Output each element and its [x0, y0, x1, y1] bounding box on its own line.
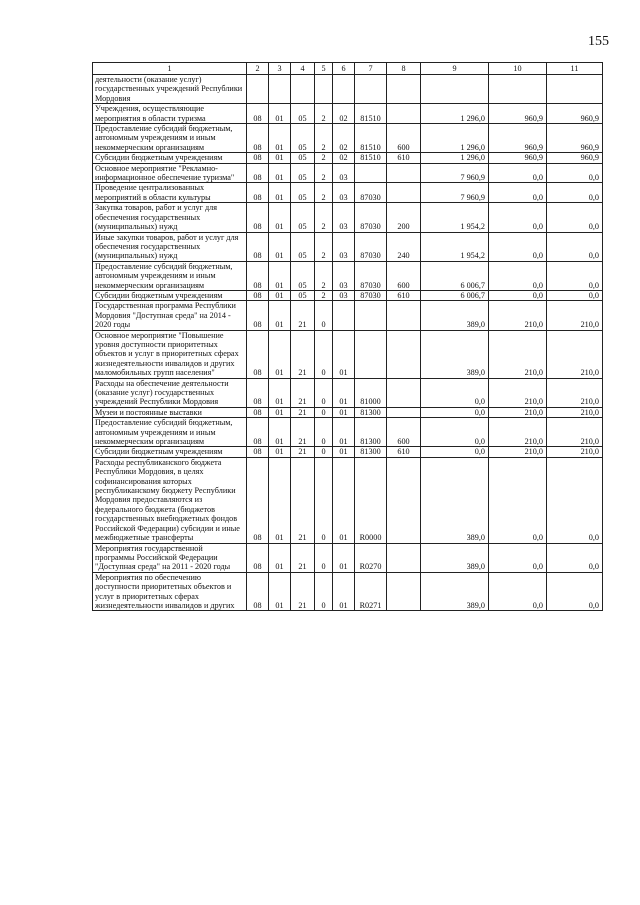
subsection-code: 01 [269, 330, 291, 378]
program-code: 05 [291, 203, 315, 232]
amount-year-2: 0,0 [489, 163, 547, 183]
row-description: Мероприятия по обеспечению доступности приоритетных объектов и услуг в приоритетных сферах жизнедеятельности инвалидов и других [93, 572, 247, 611]
column-header: 4 [291, 63, 315, 75]
amount-year-1: 0,0 [421, 447, 489, 457]
expense-type-code [387, 163, 421, 183]
direction-code: 87030 [355, 203, 387, 232]
section-code: 08 [247, 153, 269, 163]
event-code: 01 [333, 378, 355, 407]
row-description: Закупка товаров, работ и услуг для обеспечения государственных (муниципальных) нужд [93, 203, 247, 232]
amount-year-2: 0,0 [489, 572, 547, 611]
amount-year-1: 6 006,7 [421, 261, 489, 290]
program-code: 21 [291, 572, 315, 611]
section-code: 08 [247, 418, 269, 447]
row-description: деятельности (оказание услуг) государственных учреждений Республики Мордовия [93, 75, 247, 104]
event-code: 01 [333, 418, 355, 447]
table-row [93, 330, 603, 378]
section-code: 08 [247, 301, 269, 330]
amount-year-2: 960,9 [489, 124, 547, 153]
amount-year-2: 0,0 [489, 203, 547, 232]
amount-year-2: 210,0 [489, 378, 547, 407]
row-description: Проведение централизованных мероприятий в области культуры [93, 183, 247, 203]
table-row [93, 457, 603, 543]
amount-year-2: 210,0 [489, 330, 547, 378]
subsection-code [269, 75, 291, 104]
subprogram-code: 0 [315, 378, 333, 407]
direction-code: 87030 [355, 290, 387, 300]
subsection-code: 01 [269, 378, 291, 407]
row-description: Государственная программа Республики Мордовия "Доступная среда" на 2014 - 2020 годы [93, 301, 247, 330]
subprogram-code: 0 [315, 447, 333, 457]
amount-year-2: 0,0 [489, 183, 547, 203]
column-header: 10 [489, 63, 547, 75]
table-row [93, 301, 603, 330]
program-code: 05 [291, 232, 315, 261]
amount-year-2: 0,0 [489, 543, 547, 572]
subsection-code: 01 [269, 301, 291, 330]
section-code: 08 [247, 572, 269, 611]
table-row [93, 543, 603, 572]
event-code: 02 [333, 124, 355, 153]
expense-type-code [387, 330, 421, 378]
subprogram-code: 2 [315, 153, 333, 163]
direction-code: 81300 [355, 407, 387, 417]
subprogram-code: 2 [315, 203, 333, 232]
expense-type-code [387, 572, 421, 611]
column-header-row [93, 63, 603, 75]
subsection-code: 01 [269, 261, 291, 290]
subsection-code: 01 [269, 124, 291, 153]
section-code [247, 75, 269, 104]
amount-year-3: 0,0 [547, 457, 603, 543]
expense-type-code: 610 [387, 447, 421, 457]
amount-year-1: 7 960,9 [421, 163, 489, 183]
column-header: 1 [93, 63, 247, 75]
column-header: 8 [387, 63, 421, 75]
subprogram-code: 2 [315, 261, 333, 290]
amount-year-3: 960,9 [547, 124, 603, 153]
subsection-code: 01 [269, 153, 291, 163]
amount-year-1: 6 006,7 [421, 290, 489, 300]
amount-year-3: 0,0 [547, 261, 603, 290]
event-code [333, 75, 355, 104]
expense-type-code: 600 [387, 261, 421, 290]
event-code: 01 [333, 543, 355, 572]
direction-code: 81300 [355, 447, 387, 457]
subsection-code: 01 [269, 457, 291, 543]
event-code: 03 [333, 183, 355, 203]
amount-year-3: 0,0 [547, 163, 603, 183]
event-code: 03 [333, 232, 355, 261]
program-code: 05 [291, 163, 315, 183]
column-header: 6 [333, 63, 355, 75]
program-code: 21 [291, 447, 315, 457]
table-row [93, 407, 603, 417]
amount-year-3: 210,0 [547, 301, 603, 330]
table-row [93, 290, 603, 300]
program-code: 05 [291, 124, 315, 153]
section-code: 08 [247, 203, 269, 232]
event-code: 02 [333, 153, 355, 163]
direction-code: R0270 [355, 543, 387, 572]
row-description: Субсидии бюджетным учреждениям [93, 153, 247, 163]
direction-code [355, 301, 387, 330]
amount-year-1: 1 954,2 [421, 232, 489, 261]
direction-code: 81510 [355, 124, 387, 153]
program-code: 21 [291, 378, 315, 407]
expense-type-code [387, 457, 421, 543]
program-code: 21 [291, 407, 315, 417]
amount-year-2: 0,0 [489, 232, 547, 261]
column-header: 2 [247, 63, 269, 75]
expense-type-code: 240 [387, 232, 421, 261]
table-row [93, 572, 603, 611]
amount-year-2: 210,0 [489, 301, 547, 330]
expense-type-code: 610 [387, 290, 421, 300]
amount-year-3: 210,0 [547, 378, 603, 407]
expense-type-code [387, 301, 421, 330]
section-code: 08 [247, 163, 269, 183]
table-header [93, 63, 603, 75]
column-header: 11 [547, 63, 603, 75]
row-description: Основное мероприятие "Рекламно-информационное обеспечение туризма" [93, 163, 247, 183]
direction-code: R0271 [355, 572, 387, 611]
amount-year-3: 210,0 [547, 407, 603, 417]
table-body [93, 75, 603, 611]
event-code [333, 301, 355, 330]
amount-year-2 [489, 75, 547, 104]
table-row [93, 378, 603, 407]
amount-year-2: 0,0 [489, 261, 547, 290]
table-row [93, 232, 603, 261]
subprogram-code: 2 [315, 232, 333, 261]
section-code: 08 [247, 261, 269, 290]
amount-year-1: 389,0 [421, 330, 489, 378]
table-row [93, 124, 603, 153]
table-row [93, 418, 603, 447]
direction-code [355, 330, 387, 378]
section-code: 08 [247, 407, 269, 417]
amount-year-2: 0,0 [489, 290, 547, 300]
page-number: 155 [588, 34, 609, 49]
amount-year-1: 0,0 [421, 418, 489, 447]
subprogram-code: 2 [315, 104, 333, 124]
direction-code [355, 163, 387, 183]
table-row [93, 447, 603, 457]
subprogram-code: 2 [315, 124, 333, 153]
program-code: 21 [291, 418, 315, 447]
direction-code [355, 75, 387, 104]
table-row [93, 183, 603, 203]
event-code: 03 [333, 290, 355, 300]
row-description: Предоставление субсидий бюджетным, автономным учреждениям и иным некоммерческим организациям [93, 418, 247, 447]
expense-type-code: 600 [387, 124, 421, 153]
row-description: Учреждения, осуществляющие мероприятия в области туризма [93, 104, 247, 124]
amount-year-3: 210,0 [547, 330, 603, 378]
program-code: 05 [291, 104, 315, 124]
direction-code: 87030 [355, 183, 387, 203]
table-row [93, 153, 603, 163]
table-row [93, 261, 603, 290]
section-code: 08 [247, 543, 269, 572]
subsection-code: 01 [269, 543, 291, 572]
amount-year-1: 389,0 [421, 457, 489, 543]
subprogram-code: 2 [315, 183, 333, 203]
program-code: 05 [291, 153, 315, 163]
row-description: Расходы на обеспечение деятельности (оказание услуг) государственных учреждений Республики Мордовия [93, 378, 247, 407]
event-code: 03 [333, 163, 355, 183]
subprogram-code: 0 [315, 457, 333, 543]
row-description: Предоставление субсидий бюджетным, автономным учреждениям и иным некоммерческим организациям [93, 261, 247, 290]
subsection-code: 01 [269, 407, 291, 417]
amount-year-3: 0,0 [547, 183, 603, 203]
subprogram-code: 0 [315, 301, 333, 330]
section-code: 08 [247, 378, 269, 407]
subsection-code: 01 [269, 163, 291, 183]
column-header: 9 [421, 63, 489, 75]
row-description: Мероприятия государственной программы Российской Федерации "Доступная среда" на 2011 - 2020 годы [93, 543, 247, 572]
subsection-code: 01 [269, 418, 291, 447]
section-code: 08 [247, 104, 269, 124]
section-code: 08 [247, 290, 269, 300]
event-code: 01 [333, 457, 355, 543]
event-code: 01 [333, 447, 355, 457]
subsection-code: 01 [269, 183, 291, 203]
row-description: Предоставление субсидий бюджетным, автономным учреждениям и иным некоммерческим организациям [93, 124, 247, 153]
expense-type-code [387, 543, 421, 572]
section-code: 08 [247, 232, 269, 261]
amount-year-3: 0,0 [547, 543, 603, 572]
program-code: 05 [291, 261, 315, 290]
row-description: Субсидии бюджетным учреждениям [93, 290, 247, 300]
subprogram-code [315, 75, 333, 104]
subprogram-code: 0 [315, 330, 333, 378]
expense-type-code: 600 [387, 418, 421, 447]
amount-year-2: 210,0 [489, 418, 547, 447]
program-code: 05 [291, 183, 315, 203]
subsection-code: 01 [269, 290, 291, 300]
subprogram-code: 2 [315, 163, 333, 183]
amount-year-1: 389,0 [421, 572, 489, 611]
direction-code: R0000 [355, 457, 387, 543]
amount-year-2: 960,9 [489, 153, 547, 163]
subsection-code: 01 [269, 572, 291, 611]
amount-year-2: 960,9 [489, 104, 547, 124]
expense-type-code: 200 [387, 203, 421, 232]
amount-year-3: 960,9 [547, 104, 603, 124]
amount-year-1: 389,0 [421, 301, 489, 330]
table-row [93, 203, 603, 232]
expense-type-code [387, 104, 421, 124]
column-header: 7 [355, 63, 387, 75]
amount-year-1: 1 296,0 [421, 124, 489, 153]
program-code: 21 [291, 457, 315, 543]
subprogram-code: 0 [315, 543, 333, 572]
event-code: 01 [333, 407, 355, 417]
amount-year-2: 0,0 [489, 457, 547, 543]
subprogram-code: 0 [315, 572, 333, 611]
expense-type-code [387, 378, 421, 407]
event-code: 03 [333, 261, 355, 290]
subprogram-code: 0 [315, 418, 333, 447]
program-code: 05 [291, 290, 315, 300]
amount-year-3: 0,0 [547, 203, 603, 232]
event-code: 03 [333, 203, 355, 232]
amount-year-1: 389,0 [421, 543, 489, 572]
amount-year-3: 210,0 [547, 418, 603, 447]
amount-year-1: 0,0 [421, 378, 489, 407]
amount-year-1: 0,0 [421, 407, 489, 417]
column-header: 5 [315, 63, 333, 75]
amount-year-3: 0,0 [547, 290, 603, 300]
subsection-code: 01 [269, 104, 291, 124]
amount-year-1: 1 954,2 [421, 203, 489, 232]
row-description: Основное мероприятие "Повышение уровня доступности приоритетных объектов и услуг в приоритетных сферах жизнедеятельности инвалидов и других маломобильных групп населения" [93, 330, 247, 378]
event-code: 01 [333, 572, 355, 611]
subsection-code: 01 [269, 232, 291, 261]
amount-year-2: 210,0 [489, 407, 547, 417]
amount-year-1: 7 960,9 [421, 183, 489, 203]
program-code: 21 [291, 301, 315, 330]
row-description: Субсидии бюджетным учреждениям [93, 447, 247, 457]
expense-type-code: 610 [387, 153, 421, 163]
section-code: 08 [247, 447, 269, 457]
direction-code: 81510 [355, 153, 387, 163]
amount-year-1: 1 296,0 [421, 104, 489, 124]
section-code: 08 [247, 330, 269, 378]
direction-code: 81300 [355, 418, 387, 447]
amount-year-3 [547, 75, 603, 104]
event-code: 01 [333, 330, 355, 378]
row-description: Иные закупки товаров, работ и услуг для обеспечения государственных (муниципальных) нужд [93, 232, 247, 261]
table-row [93, 104, 603, 124]
event-code: 02 [333, 104, 355, 124]
section-code: 08 [247, 183, 269, 203]
amount-year-2: 210,0 [489, 447, 547, 457]
table-row [93, 75, 603, 104]
direction-code: 87030 [355, 232, 387, 261]
section-code: 08 [247, 457, 269, 543]
amount-year-3: 0,0 [547, 232, 603, 261]
direction-code: 81000 [355, 378, 387, 407]
amount-year-3: 960,9 [547, 153, 603, 163]
program-code: 21 [291, 543, 315, 572]
subprogram-code: 2 [315, 290, 333, 300]
expense-type-code [387, 183, 421, 203]
budget-table [92, 62, 603, 611]
section-code: 08 [247, 124, 269, 153]
row-description: Музеи и постоянные выставки [93, 407, 247, 417]
subsection-code: 01 [269, 203, 291, 232]
table-row [93, 163, 603, 183]
subprogram-code: 0 [315, 407, 333, 417]
program-code [291, 75, 315, 104]
amount-year-3: 210,0 [547, 447, 603, 457]
column-header: 3 [269, 63, 291, 75]
row-description: Расходы республиканского бюджета Республики Мордовия, в целях софинансирования которых республиканскому бюджету Республики Мордовия предоставляются из федерального бюджета (бюджетов государственных внебюджетных фондов Российской Федерации) субсидии и иные межбюджетные трансферты [93, 457, 247, 543]
direction-code: 87030 [355, 261, 387, 290]
amount-year-1: 1 296,0 [421, 153, 489, 163]
program-code: 21 [291, 330, 315, 378]
amount-year-1 [421, 75, 489, 104]
direction-code: 81510 [355, 104, 387, 124]
amount-year-3: 0,0 [547, 572, 603, 611]
expense-type-code [387, 75, 421, 104]
subsection-code: 01 [269, 447, 291, 457]
expense-type-code [387, 407, 421, 417]
